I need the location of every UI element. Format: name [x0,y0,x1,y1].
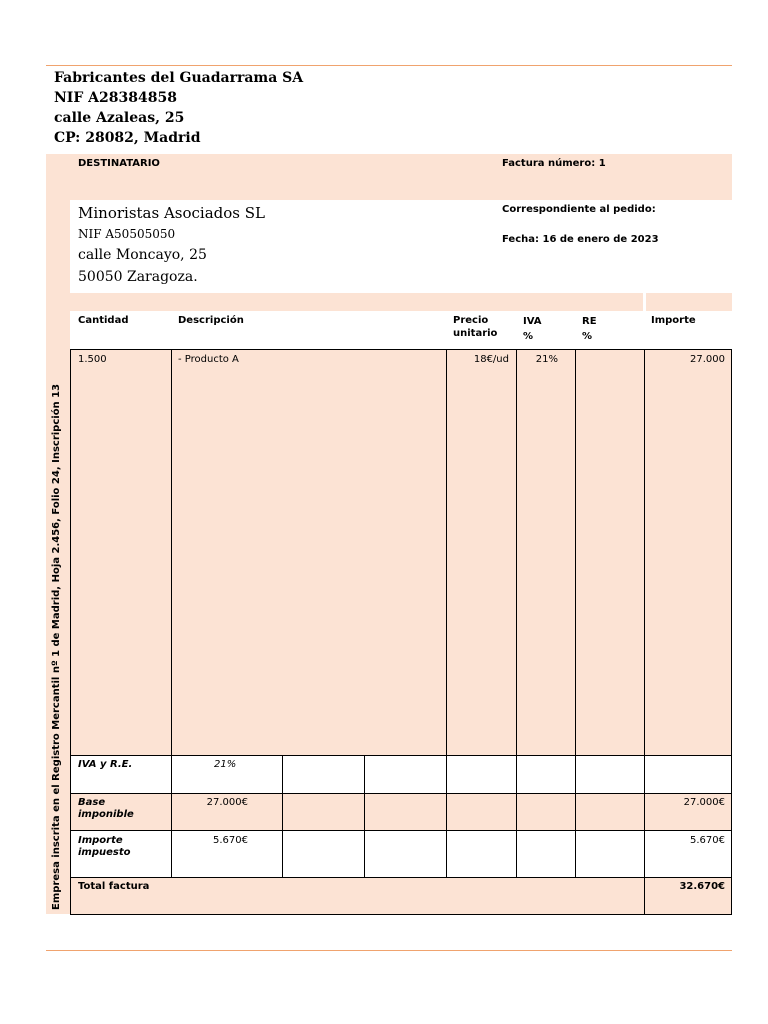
header-iva-line2: % [523,331,534,342]
order-reference: Correspondiente al pedido: [502,204,656,215]
spacer-band [70,293,643,311]
summary-empty-cell [517,756,576,794]
summary-empty-cell [447,831,517,878]
summary-iva-value-cell [172,756,283,794]
summary-base-value: 27.000€ [206,797,248,808]
issuer-nif: NIF A28384858 [54,90,177,106]
summary-empty-cell [517,831,576,878]
summary-tax-value: 5.670€ [213,835,248,846]
recipient-label: DESTINATARIO [78,158,160,169]
summary-base-label-line1: Base [78,797,106,808]
total-value-cell [645,878,731,914]
bottom-divider [46,950,732,951]
client-nif: NIF A50505050 [78,227,176,241]
summary-empty-cell [283,756,365,794]
registry-sidebar [46,154,70,914]
header-descripcion: Descripción [178,315,244,326]
summary-empty-cell [645,756,731,794]
summary-base-label-line2: imponible [78,809,134,820]
summary-empty-cell [365,794,447,831]
invoice-table [70,349,732,915]
table-row-iva [517,350,576,756]
summary-base-total: 27.000€ [683,797,725,808]
header-importe: Importe [651,315,696,326]
summary-base-label-cell [71,794,172,831]
summary-iva-label: IVA y R.E. [78,759,133,770]
invoice-date: Fecha: 16 de enero de 2023 [502,234,659,245]
header-cantidad: Cantidad [78,315,129,326]
issuer-address: calle Azaleas, 25 [54,110,185,126]
summary-empty-cell [283,831,365,878]
cell-importe: 27.000 [690,354,725,365]
issuer-name: Fabricantes del Guadarrama SA [54,70,304,86]
summary-empty-cell [576,794,645,831]
spacer-band-right [646,293,732,311]
summary-empty-cell [447,756,517,794]
total-value: 32.670€ [679,881,725,892]
summary-tax-label-line1: Importe [78,835,123,846]
summary-empty-cell [517,794,576,831]
cell-cantidad: 1.500 [78,354,107,365]
summary-base-label [78,797,134,821]
table-row-re [576,350,645,756]
summary-empty-cell [576,831,645,878]
summary-tax-label [78,835,131,859]
header-iva-line1: IVA [523,316,542,327]
summary-empty-cell [576,756,645,794]
header-precio-line2: unitario [453,328,498,339]
registry-note: Empresa inscrita en el Registro Mercantil nº 1 de Madrid, Hoja 2.456, Folio 24, Inscripción 13 [51,383,62,910]
summary-base-value-cell [172,794,283,831]
summary-tax-total-cell [645,831,731,878]
total-label: Total factura [78,881,150,892]
summary-tax-total: 5.670€ [690,835,725,846]
header-re [582,314,597,344]
summary-iva-label-cell [71,756,172,794]
issuer-cp: CP: 28082, Madrid [54,130,201,146]
invoice-number: Factura número: 1 [502,158,606,169]
table-row-importe [645,350,731,756]
header-iva [523,314,542,344]
table-row-precio [447,350,517,756]
client-address: calle Moncayo, 25 [78,247,207,263]
recipient-header-band [70,154,732,200]
client-name: Minoristas Asociados SL [78,204,265,222]
summary-empty-cell [365,831,447,878]
summary-base-total-cell [645,794,731,831]
cell-precio: 18€/ud [473,354,509,365]
client-city: 50050 Zaragoza. [78,269,198,285]
summary-empty-cell [365,756,447,794]
header-re-line2: % [582,331,593,342]
cell-iva: 21% [535,354,558,365]
summary-empty-cell [447,794,517,831]
issuer-block [54,68,303,148]
summary-tax-value-cell [172,831,283,878]
table-row-cantidad [71,350,172,756]
header-precio [453,314,497,340]
total-label-cell [71,878,645,914]
header-re-line1: RE [582,316,597,327]
summary-tax-label-line2: impuesto [78,847,131,858]
table-row-descripcion [172,350,447,756]
cell-descripcion: - Producto A [178,354,239,365]
summary-iva-value: 21% [214,759,237,770]
top-divider [46,65,732,66]
summary-tax-label-cell [71,831,172,878]
summary-empty-cell [283,794,365,831]
client-block [78,202,265,288]
header-precio-line1: Precio [453,315,489,326]
